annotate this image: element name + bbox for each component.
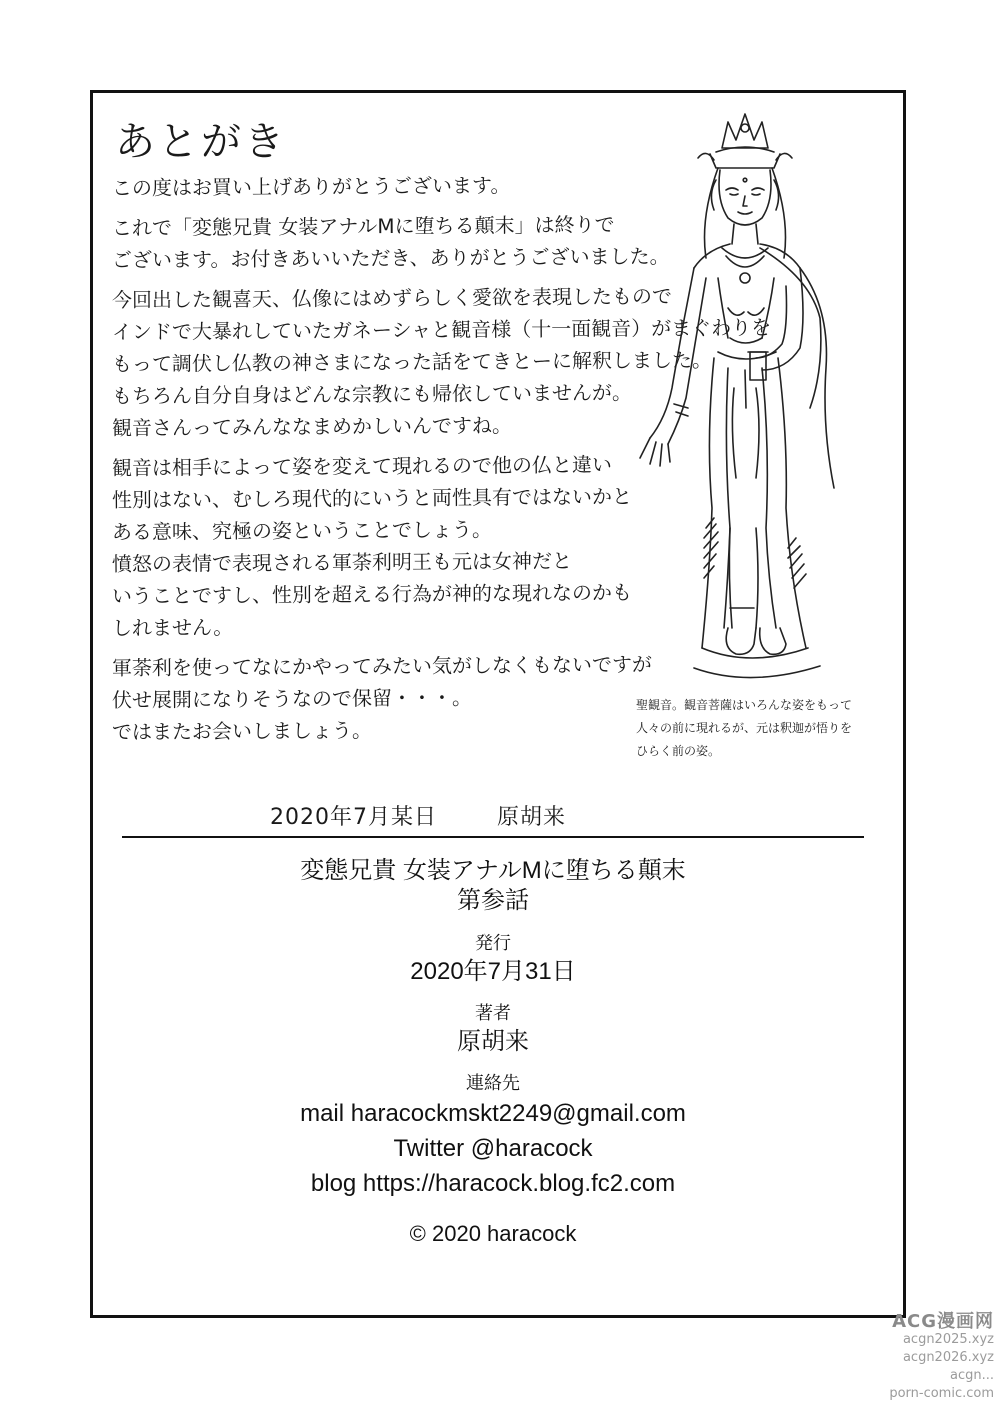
afterword-line: ある意味、究極の姿ということでしょう。 <box>111 517 493 544</box>
signoff-author: 原胡来 <box>497 805 567 830</box>
afterword-title: あとがき <box>115 119 287 165</box>
watermark <box>844 1313 994 1403</box>
afterword-line: しれません。 <box>111 615 234 640</box>
afterword-line: 今回出した観喜天、仏像にはめずらしく愛欲を表現したもので <box>111 284 673 312</box>
divider <box>122 836 864 838</box>
signoff <box>270 800 566 831</box>
afterword-line: インドで大暴れしていたガネーシャと観音様（十一面観音）がまぐわりを <box>111 315 772 344</box>
watermark-url: acgn... <box>949 1368 994 1383</box>
caption-line: 人々の前に現れるが、元は釈迦が悟りを <box>636 721 853 735</box>
watermark-logo: ACG漫画网 <box>892 1311 994 1332</box>
author-name: 原胡来 <box>457 1028 529 1055</box>
watermark-url: acgn2025.xyz <box>902 1332 994 1347</box>
published-date: 2020年7月31日 <box>410 958 576 985</box>
watermark-url: acgn2026.xyz <box>902 1350 994 1365</box>
afterword-line: 観音さんってみんななまめかしいんですね。 <box>111 413 513 440</box>
afterword-line: この度はお買い上げありがとうございます。 <box>111 173 511 200</box>
kannon-illustration <box>610 108 880 698</box>
signoff-date: 2020年7月某日 <box>270 805 437 830</box>
afterword-line: もって調伏し仏教の神さまになった話をてきとーに解釈しました。 <box>111 347 713 376</box>
copyright: © 2020 haracock <box>409 1221 577 1246</box>
contact-twitter: Twitter @haracock <box>393 1135 593 1162</box>
watermark-url: porn-comic.com <box>889 1386 994 1401</box>
afterword-line: もちろん自分自身はどんな宗教にも帰依していませんが。 <box>111 380 633 408</box>
afterword-line: 伏せ展開になりそうなので保留・・・。 <box>111 685 473 712</box>
published-label: 発行 <box>475 933 511 953</box>
colophon <box>122 856 864 1247</box>
afterword-line: 憤怒の表情で表現される軍荼利明王も元は女神だと <box>111 548 573 576</box>
afterword-line: ございます。お付きあいいただき、ありがとうございました。 <box>111 244 670 272</box>
afterword-line: 性別はない、むしろ現代的にいうと両性具有ではないかと <box>111 484 633 512</box>
caption-line: ひらく前の姿。 <box>636 744 721 758</box>
afterword-line: いうことですし、性別を超える行為が神的な現れなのかも <box>111 580 633 608</box>
afterword-line: 軍荼利を使ってなにかやってみたい気がしなくもないですが <box>111 652 653 680</box>
contact-blog: blog https://haracock.blog.fc2.com <box>310 1170 676 1197</box>
author-label: 著者 <box>475 1003 511 1023</box>
episode-label: 第参話 <box>457 887 529 914</box>
afterword-line: ではまたお会いしましょう。 <box>111 718 373 744</box>
afterword-line: 観音は相手によって姿を変えて現れるので他の仏と違い <box>111 452 613 480</box>
illustration-caption <box>636 694 886 763</box>
contact-mail: mail haracockmskt2249@gmail.com <box>300 1100 686 1127</box>
book-title: 変態兄貴 女装アナルMに堕ちる顛末 <box>300 857 686 884</box>
caption-line: 聖観音。観音菩薩はいろんな姿をもって <box>636 698 853 712</box>
contact-label: 連絡先 <box>466 1073 520 1093</box>
afterword-line: これで「変態兄貴 女装アナルMに堕ちる顛末」は終りで <box>111 212 615 240</box>
